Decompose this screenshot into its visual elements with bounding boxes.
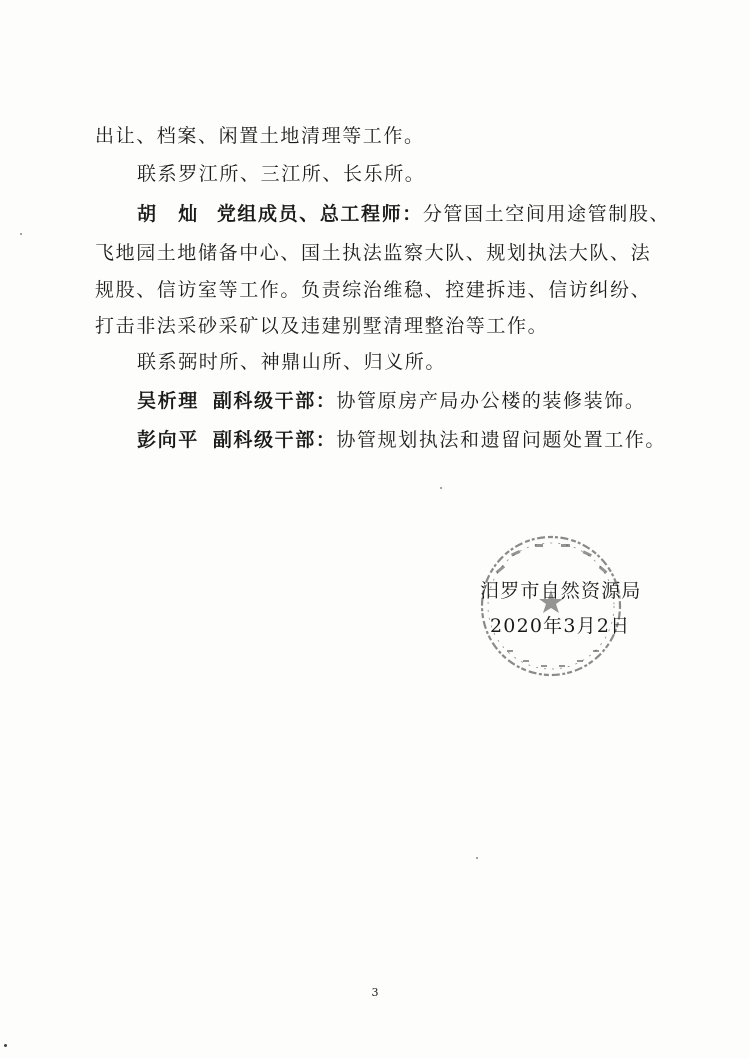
official-seal-icon: [477, 532, 625, 680]
paragraph-text: 联系罗江所、三江所、长乐所。: [137, 163, 426, 185]
person-entry-pengxiangping: [137, 431, 666, 450]
person-name: 吴析理: [137, 390, 199, 412]
organization-name: 汨罗市自然资源局: [480, 580, 642, 602]
document-date: 2020年3月2日: [490, 615, 631, 637]
person-role: 副科级干部：: [212, 429, 337, 451]
paragraph-line-2: [137, 165, 425, 184]
paragraph-text: 飞地园土地储备中心、国土执法监察大队、规划执法大队、法: [95, 242, 652, 264]
signature-date: [490, 617, 630, 636]
scan-speck: [4, 1044, 7, 1047]
person-entry-hucan: [137, 205, 670, 224]
person-role: 党组成员、总工程师：: [216, 203, 423, 225]
paragraph-text: 打击非法采砂采矿以及违建别墅清理整治等工作。: [95, 315, 549, 337]
paragraph-line-7: [137, 353, 446, 372]
paragraph-line-1: [95, 127, 425, 146]
person-duties: 协管原房产局办公楼的装修装饰。: [336, 390, 646, 412]
paragraph-line-5: [95, 281, 651, 300]
paragraph-line-6: [95, 317, 548, 336]
person-name: 彭向平: [137, 429, 199, 451]
scan-speck: [20, 233, 22, 235]
scan-speck: [440, 487, 442, 489]
person-duties: 分管国土空间用途管制股、: [422, 203, 671, 225]
paragraph-text: 出让、档案、闲置土地清理等工作。: [95, 125, 425, 147]
paragraph-text: 规股、信访室等工作。负责综治维稳、控建拆违、信访纠纷、: [95, 279, 652, 301]
person-name: 胡 灿: [137, 203, 199, 225]
signature-organization: [480, 582, 642, 601]
page-number: 3: [371, 986, 379, 999]
paragraph-text: 联系弼时所、神鼎山所、归义所。: [137, 351, 447, 373]
person-duties: 协管规划执法和遗留问题处置工作。: [336, 429, 667, 451]
paragraph-line-4: [95, 244, 651, 263]
scan-speck: [476, 857, 478, 859]
person-entry-wuxili: [137, 392, 645, 411]
person-role: 副科级干部：: [212, 390, 337, 412]
